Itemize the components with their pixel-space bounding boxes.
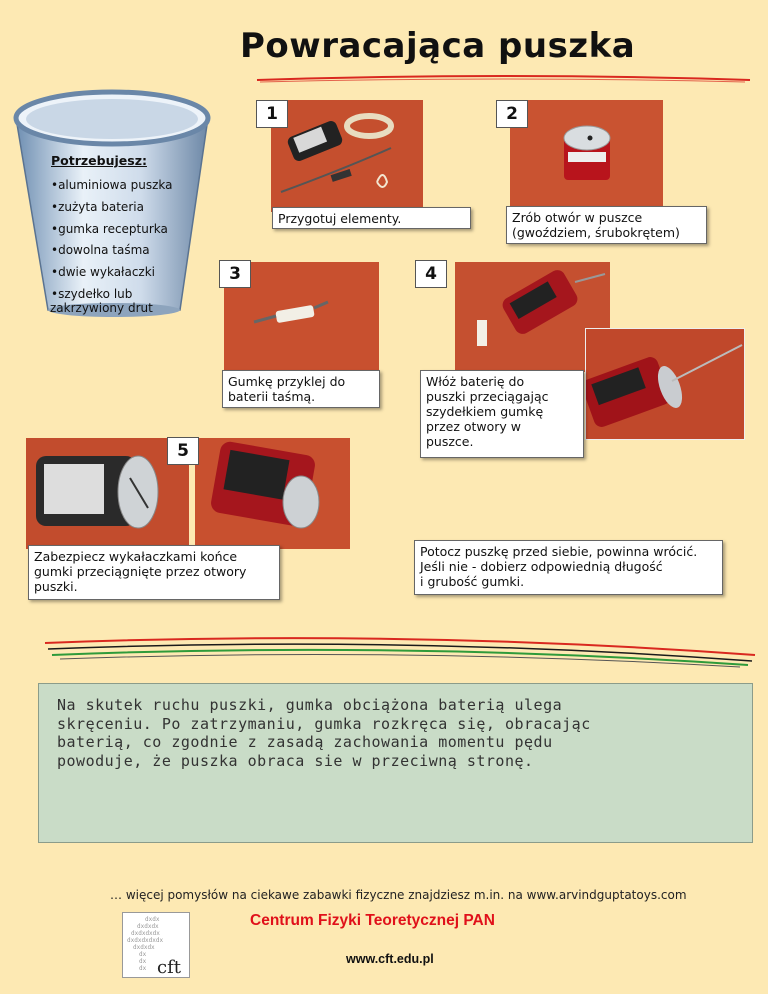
step2-photo xyxy=(510,100,663,212)
explanation-box xyxy=(38,683,753,843)
step4-photo-b xyxy=(585,328,745,440)
requirement-item: •zużyta bateria xyxy=(51,200,144,214)
cft-logo xyxy=(122,912,190,978)
page-title: Powracająca puszka xyxy=(240,26,636,66)
explanation-line: Na skutek ruchu puszki, gumka obciążona baterią ulega xyxy=(57,696,563,714)
step1-photo xyxy=(271,100,423,212)
explanation-line: powoduje, że puszka obraca sie w przeciwną stronę. xyxy=(57,751,534,770)
step5-photo-b xyxy=(195,438,350,549)
svg-text:dx: dx xyxy=(139,965,147,972)
step2-caption xyxy=(506,206,707,244)
caption-line: i grubość gumki. xyxy=(420,574,525,589)
svg-text:dx: dx xyxy=(139,951,147,958)
svg-text:dxdxdx: dxdxdx xyxy=(133,944,155,951)
step4-number: 4 xyxy=(415,260,447,288)
caption-line: puszki przeciągając xyxy=(426,389,549,404)
caption-line: gumki przeciągnięte przez otwory xyxy=(34,564,247,579)
caption-line: Zrób otwór w puszce xyxy=(512,210,643,225)
caption-line: Potocz puszkę przed siebie, powinna wrócić. xyxy=(420,544,698,559)
step5-photo-a xyxy=(26,438,189,549)
step4-caption xyxy=(420,370,584,458)
decorative-swoosh xyxy=(40,625,760,670)
org-url[interactable]: www.cft.edu.pl xyxy=(346,952,434,966)
caption-line: puszce. xyxy=(426,434,474,449)
step1-number: 1 xyxy=(256,100,288,128)
step1-caption: Przygotuj elementy. xyxy=(272,207,471,229)
caption-line: (gwoździem, śrubokrętem) xyxy=(512,225,680,240)
caption-line: przez otwory w xyxy=(426,419,522,434)
caption-line: puszki. xyxy=(34,579,78,594)
more-ideas-text: … więcej pomysłów na ciekawe zabawki fizyczne znajdziesz m.in. na www.arvindguptatoys.com xyxy=(110,888,687,902)
svg-text:dxdxdxdx: dxdxdxdx xyxy=(131,930,160,937)
org-name: Centrum Fizyki Teoretycznej PAN xyxy=(250,912,495,929)
step5-number: 5 xyxy=(167,437,199,465)
caption-line: Włóż baterię do xyxy=(426,374,525,389)
requirement-item: •dwie wykałaczki xyxy=(51,265,155,279)
svg-text:dx: dx xyxy=(139,958,147,965)
step3-caption xyxy=(222,370,380,408)
caption-line: szydełkiem gumkę xyxy=(426,404,544,419)
final-step-caption xyxy=(414,540,723,595)
requirements-heading: Potrzebujesz: xyxy=(51,153,147,168)
svg-text:dxdxdx: dxdxdx xyxy=(137,923,159,930)
requirement-item: •szydełko lub xyxy=(51,287,133,301)
requirement-item: •gumka recepturka xyxy=(51,222,168,236)
title-underline xyxy=(255,70,755,86)
caption-line: Gumkę przyklej do xyxy=(228,374,346,389)
svg-text:dxdxdxdxdx: dxdxdxdxdx xyxy=(127,937,164,944)
caption-line: Zabezpiecz wykałaczkami końce xyxy=(34,549,238,564)
svg-text:dxdx: dxdx xyxy=(145,916,160,923)
step3-number: 3 xyxy=(219,260,251,288)
step5-caption xyxy=(28,545,280,600)
explanation-line: skręceniu. Po zatrzymaniu, gumka rozkręca się, obracając xyxy=(57,714,591,733)
requirement-item: •dowolna taśma xyxy=(51,243,150,257)
explanation-line: baterią, co zgodnie z zasadą zachowania momentu pędu xyxy=(57,733,553,751)
step2-number: 2 xyxy=(496,100,528,128)
requirement-item: •aluminiowa puszka xyxy=(51,178,173,192)
caption-line: baterii taśmą. xyxy=(228,389,316,404)
requirement-item: zakrzywiony drut xyxy=(50,301,153,315)
caption-line: Jeśli nie - dobierz odpowiednią długość xyxy=(420,559,663,574)
logo-text: cft xyxy=(157,957,181,977)
